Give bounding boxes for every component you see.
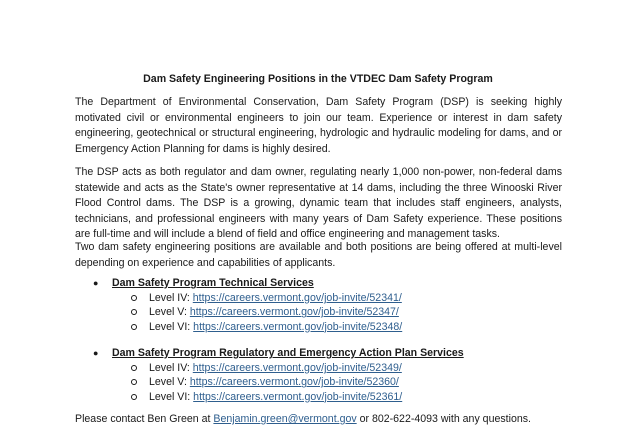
document-title: Dam Safety Engineering Positions in the VTDEC Dam Safety Program xyxy=(143,73,493,85)
contact-line xyxy=(75,412,562,426)
level-list xyxy=(75,361,562,404)
job-link[interactable]: https://careers.vermont.gov/job-invite/52348/ xyxy=(193,320,403,333)
section-title: Dam Safety Program Regulatory and Emergency Action Plan Services xyxy=(112,347,464,359)
level-label: Level IV: xyxy=(149,292,193,304)
bullet-icon: ● xyxy=(93,278,99,288)
positions-paragraph: Two dam safety engineering positions are available and both positions are being offered at multi-level depending on experience and capabilities of applicants. xyxy=(75,241,562,269)
section-title: Dam Safety Program Technical Services xyxy=(112,277,314,289)
job-link[interactable]: https://careers.vermont.gov/job-invite/52349/ xyxy=(192,362,402,374)
level-label: Level V: xyxy=(149,306,190,319)
job-link[interactable]: https://careers.vermont.gov/job-invite/52361/ xyxy=(193,390,403,403)
level-label: Level VI: xyxy=(149,390,194,403)
circle-bullet-icon xyxy=(131,295,137,301)
job-link[interactable]: https://careers.vermont.gov/job-invite/52360/ xyxy=(189,376,399,389)
dsp-description-paragraph: The DSP acts as both regulator and dam owner, regulating nearly 1,000 non-power, non-federal dams statewide and acts as the State's owner representative at 14 dams, including the three Winooski River Flood Control dams. The DSP is a growing, dynamic team that includes staff engineers, analysts, technicians, and professional engineers with many years of Dam Safety experience. These positions are full-time and will include a blend of field and office engineering and management tasks. xyxy=(75,166,562,241)
section-regulatory-eap-services xyxy=(75,346,562,404)
list-item xyxy=(75,305,562,319)
section-header xyxy=(75,346,562,360)
bullet-icon: ● xyxy=(93,348,99,358)
level-entry xyxy=(149,305,399,319)
level-label: Level IV: xyxy=(149,362,193,374)
level-entry xyxy=(149,361,402,375)
circle-bullet-icon xyxy=(131,309,137,315)
circle-bullet-icon xyxy=(131,379,137,385)
level-label: Level V: xyxy=(149,376,190,389)
circle-bullet-icon xyxy=(131,394,137,400)
level-entry xyxy=(149,320,402,334)
email-link[interactable]: Benjamin.green@vermont.gov xyxy=(213,413,357,425)
level-entry xyxy=(149,390,402,404)
section-technical-services xyxy=(75,276,562,334)
job-link[interactable]: https://careers.vermont.gov/job-invite/52341/ xyxy=(192,292,402,304)
job-link[interactable]: https://careers.vermont.gov/job-invite/52347/ xyxy=(189,306,399,319)
list-item xyxy=(75,361,562,375)
circle-bullet-icon xyxy=(131,324,137,330)
list-item xyxy=(75,320,562,334)
list-item xyxy=(75,291,562,305)
circle-bullet-icon xyxy=(131,365,137,371)
list-item xyxy=(75,390,562,404)
intro-paragraph: The Department of Environmental Conservation, Dam Safety Program (DSP) is seeking highly motivated civil or environmental engineers to join our team. Experience or interest in dam safety engineering, geotechnical or structural engineering, hydrologic and hydraulic modeling for dams, and or Emergency Action Planning for dams is highly desired. xyxy=(75,96,562,155)
contact-suffix: or 802-622-4093 with any questions. xyxy=(356,413,531,425)
level-list xyxy=(75,291,562,334)
level-entry xyxy=(149,375,399,389)
level-label: Level VI: xyxy=(149,320,194,333)
list-item xyxy=(75,375,562,389)
level-entry xyxy=(149,291,402,305)
section-header xyxy=(75,276,562,290)
contact-prefix: Please contact Ben Green at xyxy=(75,413,214,425)
